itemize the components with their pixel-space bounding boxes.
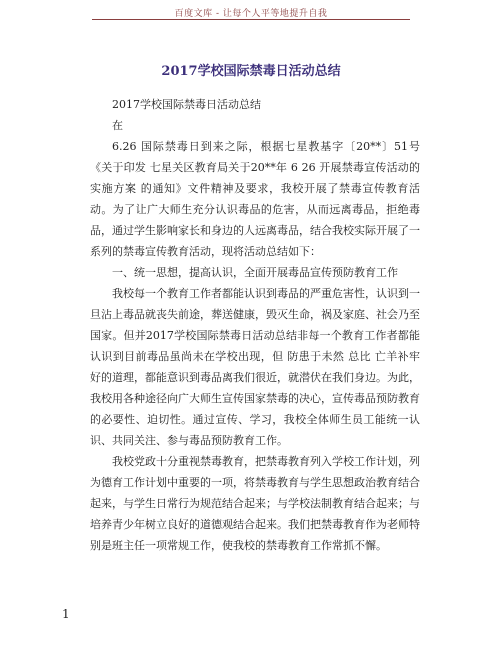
paragraph-intro: 6.26 国际禁毒日到来之际，根据七星教基字〔20**〕51号《关于印发 七星关区教育局关于20**年 6 26 开展禁毒宣传活动的实施方案 的通知》文件精神及要求，我校开展了禁毒宣传教育活动。为了让广大师生充分认识毒品的危害，从而远离毒品，拒绝毒品，通过学生影响家长和身边的人远离毒品，结合我校实际开展了一系列的禁毒宣传教育活动，现将活动总结如下：: [90, 140, 420, 258]
paragraph-section-1-cont: 我校党政十分重视禁毒教育，把禁毒教育列入学校工作计划，列为德育工作计划中重要的一项，将禁毒教育与学生思想政治教育结合起来，与学生日常行为规范结合起来；与学校法制教育结合起来；与培养青少年树立良好的道德观结合起来。我们把禁毒教育作为老师特别是班主任一项常规工作，使我校的禁毒教育工作常抓不懈。: [90, 455, 420, 552]
document-title: 2017学校国际禁毒日活动总结: [161, 64, 341, 79]
paragraph-subtitle: 2017学校国际禁毒日活动总结: [112, 98, 261, 111]
section-heading-1: 一、统一思想，提高认识，全面开展毒品宣传预防教育工作: [112, 266, 398, 279]
paragraph-fragment: 在: [112, 119, 123, 132]
header-divider: [92, 19, 410, 20]
paragraph-section-1: 我校每一个教育工作者都能认识到毒品的严重危害性，认识到一旦沾上毒品就丧失前途，葬送健康，毁灭生命，祸及家庭、社会乃至国家。但并2017学校国际禁毒日活动总结非每一个教育工作者都能认识到目前毒品虽尚未在学校出现，但 防患于未然 总比 亡羊补牢 好的道理，都能意识到毒品离我们很近，就潜伏在我们身边。为此，我校用各种途径向广大师生宣传国家禁毒的决心，宣传毒品预防教育的必要性、迫切性。通过宣传、学习，我校全体师生员工能统一认识、共同关注、参与毒品预防教育工作。: [90, 287, 420, 447]
document-body: [90, 94, 420, 556]
page-number: 1: [62, 607, 70, 621]
page-header: 百度文库 - 让每个人平等地提升自我: [174, 9, 328, 19]
